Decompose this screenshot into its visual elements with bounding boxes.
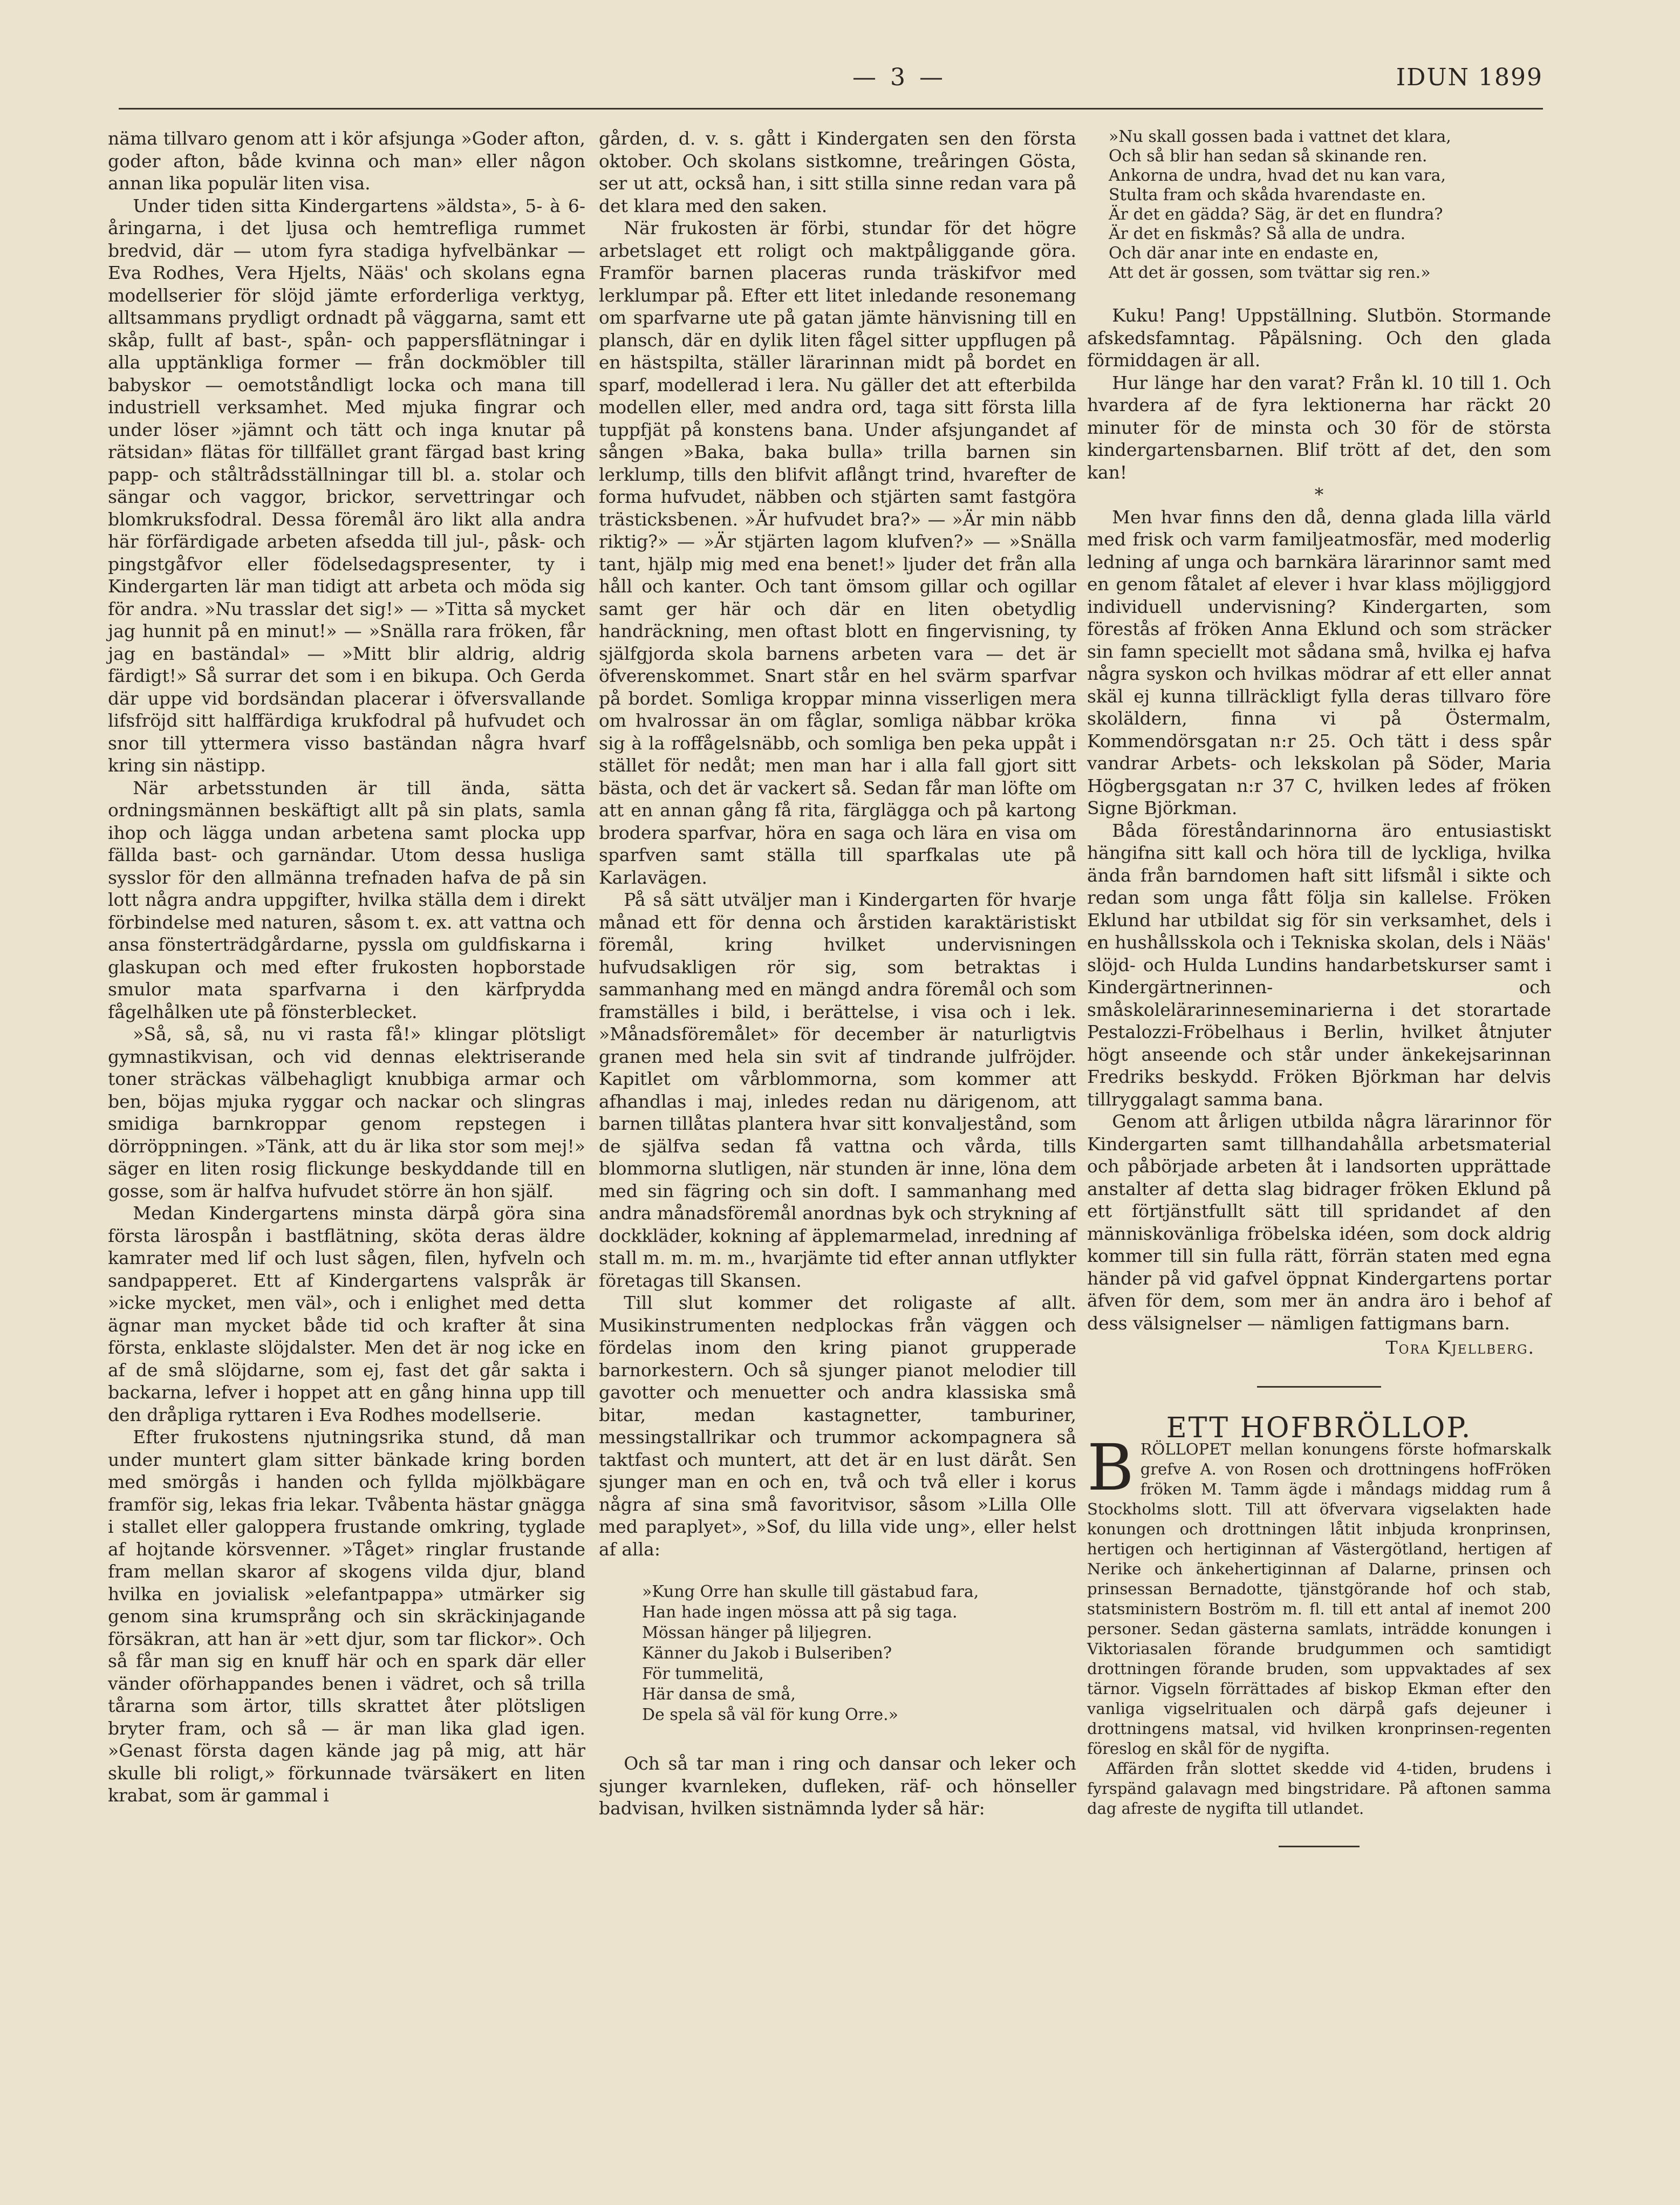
paragraph: Till slut kommer det roligaste af allt. Musikinstrumenten nedplockas från väggen och fördelas inom den kring pianot grupperade barnorkestern. Och så sjunger pianot melodier till gavotter och menuetter och andra klassiska små bitar, medan kastagnetter, tamburiner, messingstallrikar och trummor ackompagnera så taktfast och muntert, att det är en lust däråt. Sen sjunger man en och en, två och två eller i korus några af sina små favoritvisor, såsom »Lilla Olle med paraplyet», »Sof, du lilla vide ung», eller helst af alla: <box>599 1292 1076 1560</box>
masthead <box>119 64 1543 96</box>
section-divider <box>1257 1386 1381 1388</box>
journal-title: IDUN 1899 <box>1396 64 1543 91</box>
paragraph: På så sätt utväljer man i Kindergarten för hvarje månad ett för denna och årstiden karaktäristiskt föremål, kring hvilket undervisningen hufvudsakligen rör sig, som betraktas i sammanhang med en mängd andra föremål och som framställes i bild, i berättelse, i visa och i lek. »Månadsföremålet» för december är naturligtvis granen med hela sin svit af tindrande julfröjder. Kapitlet om vårblommorna, som kommer att afhandlas i maj, inledes redan nu därigenom, att barnen tillåtas plantera hvar sitt konvaljestånd, som de själfva sedan få vattna och vårda, tills blommorna slutligen, när stunden är inne, löna dem med sin fägring och sin doft. I sammanhang med andra månadsföremål anordnas byk och strykning af dockkläder, kokning af äpplemarmelad, inredning af stall m. m. m. m., hvarjämte tid efter annan utflykter företagas till Skansen. <box>599 889 1076 1291</box>
song-verse: »Kung Orre han skulle till gästabud fara, Han hade ingen mössa att på sig taga. Mössan hänger på liljegren. Känner du Jakob i Bulseriben? För tummelitä, Här dansa de små, De spela så väl för kung Orre.» <box>642 1582 979 1724</box>
paragraph: Efter frukostens njutningsrika stund, då man under muntert glam sitter bänkade kring borden med smörgås i handen och fyllda mjölkbägare framför sig, lekas fria lekar. Tvåbenta hästar gnägga i stallet eller galoppera frustande omkring, tyglade af hojtande körsvenner. »Tåget» ringlar frustande fram mellan skaror af skogens vilda djur, bland hvilka en jovialisk »elefantpappa» utmärker sig genom sina krumsprång och sin skräckinjagande försäkran, att han är »ett djur, som tar flickor». Och så får man sig en knuff här och en spark där eller vänder oförhappandes benen i vädret, och så trilla tårarna som ärtor, tills skrattet åter plötsligen bryter fram, och så — är man lika glad igen. »Genast första dagen kände jag på mig, att här skulle bli roligt,» förkunnade tvärsäkert en liten krabat, som är gammal i <box>108 1426 585 1806</box>
paragraph: gården, d. v. s. gått i Kindergaten sen den första oktober. Och skolans sistkomne, treåringen Gösta, ser ut att, också han, i sitt stilla sinne redan vara på det klara med den saken. <box>599 128 1076 216</box>
article-paragraph: Affärden från slottet skedde vid 4-tiden, brudens i fyrspänd galavagn med bingstridare. På aftonen samma dag afreste de nygifta till utlandet. <box>1087 1759 1551 1818</box>
paragraph: näma tillvaro genom att i kör afsjunga »Goder afton, goder afton, både kvinna och man» eller någon annan lika populär liten visa. <box>108 128 585 194</box>
paragraph: Hur länge har den varat? Från kl. 10 till 1. Och hvardera af de fyra lektionerna har räckt 20 minuter för de minsta och 30 för de största kindergartensbarnen. Blif trött af det, den som kan! <box>1087 372 1551 483</box>
drop-cap: B <box>1087 1430 1134 1505</box>
paragraph: Båda föreståndarinnorna äro entusiastiskt hängifna sitt kall och höra till de lyckliga, hvilka ända från barndomen haft sitt lifsmål i sikte och redan som unga fått följa sin kallelse. Fröken Eklund har utbildat sig för sin verksamhet, dels i en hushållsskola och i Tekniska skolan, dels i Nääs' slöjd- och Hulda Lundins handarbetskurser samt i Kindergärtnerinnen- och småskolelärarinneseminarierna i det storartade Pestalozzi-Fröbelhaus i Berlin, hvilket åtnjuter högt anseende och står under änkekejsarinnan Fredriks beskydd. Fröken Björkman har delvis tillryggalagt samma bana. <box>1087 820 1551 1110</box>
paragraph: Under tiden sitta Kindergartens »äldsta», 5- à 6-åringarna, i det ljusa och hemtrefliga rummet bredvid, där — utom fyra stadiga hyfvelbänkar — Eva Rodhes, Vera Hjelts, Nääs' och skolans egna modellserier för slöjd jämte erforderliga verktyg, alltsammans prydligt ordnadt på väggarna, samt ett skåp, fullt af bast-, spån- och pappersflätningar i alla upptänkliga former — från dockmöbler till babyskor — oemotståndligt locka och mana till industriell verksamhet. Med mjuka fingrar och under löser »jämnt och tätt och inga knutar på rätsidan» flätas för tillfället grant färgad bast kring papp- och ståltrådsställningar till bl. a. stolar och sängar och vaggor, brickor, servettringar och blomkruksfodral. Dessa föremål äro likt alla andra här förfärdigade arbeten afsedda till jul-, påsk- och pingstgåfvor eller födelsedagspresenter, ty i Kindergarten lär man tidigt att arbeta och möda sig för andra. »Nu trasslar det sig!» — »Titta så mycket jag hunnit på en minut!» — »Snälla rara fröken, får jag en baständal» — »Mitt blir aldrig, aldrig färdigt!» Så surrar det som i en bikupa. Och Gerda där uppe vid bordsändan placerar i öfversvallande lifsfröjd sitt halffärdiga krukfodral på hufvudet och snor till yttermera visso baständan några hvarf kring sin nästipp. <box>108 195 585 776</box>
column-middle <box>599 127 1076 1820</box>
paragraph: När frukosten är förbi, stundar för det högre arbetslaget ett roligt och maktpåliggande göra. Framför barnen placeras runda träskifvor med lerklumpar på. Efter ett litet inledande resonemang om sparfvarne ute på gatan jämte hänvisning till en plansch, där en dylik liten fågel sitter uppflugen på en hästspilta, ställer lärarinnan midt på bordet en sparf, modellerad i lera. Nu gäller det att efterbilda modellen eller, med andra ord, taga sitt första lilla tuppfjät på konstens bana. Under afsjungandet af sången »Baka, baka bulla» trilla barnen sin lerklump, tills den blifvit aflångt trind, hvarefter de forma hufvudet, näbben och stjärten samt fastgöra trästicksbenen. »Är hufvudet bra?» — »Är min näbb riktig?» — »Är stjärten lagom klufven?» — »Snälla tant, hjälp mig med ena benet!» ljuder det från alla håll och kanter. Och tant ömsom gillar och ogillar samt ger här och där en liten obetydlig handräckning, men oftast blott en fingervisning, ty själfgjorda skola barnens arbeten vara — det är öfverenskommet. Snart står en hel svärm sparfvar på bordet. Somliga kroppar minna visserligen mera om hvalrossar än om fåglar, somliga näbbar kröka sig à la roffågelsnäbb, och somliga ben peka uppåt i stället för nedåt; men man har i alla fall gjort sitt bästa, och det är vackert så. Sedan får man löfte om att en annan gång få rita, färglägga och på kartong brodera sparfvar, höra en saga och lära en visa om sparfven samt ställa till sparfkalas ute på Karlavägen. <box>599 217 1076 888</box>
end-rule <box>1279 1846 1360 1847</box>
page-number: — 3 — <box>852 64 946 91</box>
article-heading: ETT HOFBRÖLLOP. <box>1166 1411 1472 1444</box>
paragraph: Medan Kindergartens minsta därpå göra sina första lärospån i bastflätning, sköta deras äldre kamrater med lif och lust sågen, filen, hyfveln och sandpapperet. Ett af Kindergartens valspråk är »icke mycket, men väl», och i enlighet med detta ägnar man mycket både tid och krafter åt sina första, enklaste slöjdalster. Men det är nog icke en af de små slöjdarne, som ej, fast det går sakta i backarna, lefver i hoppet att en gång hinna upp till den dråpliga ryttaren i Eva Rodhes modellserie. <box>108 1203 585 1425</box>
column-right <box>1087 127 1551 1847</box>
article-paragraph <box>1087 1430 1551 1759</box>
paragraph: Genom att årligen utbilda några lärarinnor för Kindergarten samt tillhandahålla arbetsmaterial och påbörjade arbeten åt i landsorten upprättade anstalter af detta slag bidrager fröken Eklund på ett förtjänstfullt sätt till spridandet af den människovänliga fröbelska idéen, som dock aldrig kommer till sin fulla rätt, förrän staten med egna händer på vid gafvel öppnat Kindergartens portar äfven för dem, som mer än andra äro i behof af dess välsignelser — nämligen fattigmans barn. <box>1087 1111 1551 1334</box>
article-body <box>1087 1430 1551 1819</box>
paragraph: »Så, så, så, nu vi rasta få!» klingar plötsligt gymnastikvisan, och vid dennas elektriserande toner sträckas välbehagligt knubbiga armar och ben, böjas mjuka ryggar och nackar och slingras smidiga barnkroppar genom repstegen i dörröppningen. »Tänk, att du är lika stor som mej!» säger en liten rosig flickunge beskyddande till en gosse, som är halfva hufvudet större än hon själf. <box>108 1023 585 1202</box>
paragraph: Men hvar finns den då, denna glada lilla värld med frisk och varm familjeatmosfär, med moderlig ledning af unga och barnkära lärarinnor samt med en genom fåtalet af elever i hvar klass möjliggjord individuell undervisning? Kindergarten, som förestås af fröken Anna Eklund och som sträcker sin famn speciellt mot sådana små, hvilka ej hafva några syskon och hvilkas mödrar af ett eller annat skäl ej kunna tillräckligt fylla deras tillvaro före skoläldern, finna vi på Östermalm, Kommendörsgatan n:r 25. Och tätt i dess spår vandrar Arbets- och lekskolan på Söder, Maria Högbergsgatan n:r 37 C, hvilken ledes af fröken Signe Björkman. <box>1087 506 1551 818</box>
song-verse: »Nu skall gossen bada i vattnet det klara, Och så blir han sedan så skinande ren. Ankorna de undra, hvad det nu kan vara, Stulta fram och skåda hvarendaste en. Är det en gädda? Säg, är det en flundra? Är det en fiskmås? Så alla de undra. Och där anar inte en endaste en, Att det är gossen, som tvättar sig ren.» <box>1109 127 1451 282</box>
header-rule <box>119 108 1543 110</box>
article-text: RÖLLOPET mellan konungens förste hofmarskalk grefve A. von Rosen och drottningens hofFröken fröken M. Tamm ägde i måndags middag rum å Stockholms slott. Till att öfvervara vigselakten hade konungen och drottningen låtit inbjuda kronprinsen, hertigen och hertiginnan af Västergötland, hertigen af Nerike och änkehertiginnan af Dalarne, prinsen och prinsessan Bernadotte, tjänstgörande hof och stab, statsministern Boström m. fl. till ett antal af inemot 200 personer. Sedan gästerna samlats, inträdde konungen i Viktoriasalen förande brudgummen och samtidigt drottningen förande bruden, som uppvaktades af sex tärnor. Vigseln förrättades af biskop Ekman efter den vanliga vigselritualen och därpå gafs dejeuner i drottningens matsal, vid hvilken kronprinsen-regenten föreslog en skål för de nygifta. <box>1087 1440 1551 1758</box>
paragraph: Kuku! Pang! Uppställning. Slutbön. Stormande afskedsfamntag. Påpälsning. Och den glada förmiddagen är all. <box>1087 305 1551 371</box>
author-signature: Tora Kjellberg. <box>1385 1337 1535 1358</box>
paragraph: När arbetsstunden är till ända, sätta ordningsmännen beskäftigt allt på sin plats, samla ihop och lägga undan arbetena samt plocka upp fällda bast- och garnändar. Utom dessa husliga sysslor för den allmänna trefnaden hafva de på sin lott några andra uppgifter, hvilka ställa dem i direkt förbindelse med naturen, såsom t. ex. att vattna och ansa fönsterträdgårdarne, pyssla om guldfiskarna i glaskupan och med efter frukosten hopborstade smulor mata sparfvarna i den kärfprydda fågelhålken ute på fönsterblecket. <box>108 777 585 1022</box>
column-left <box>108 127 585 1807</box>
section-star: * <box>1314 484 1324 505</box>
paragraph: Och så tar man i ring och dansar och leker och sjunger kvarnleken, dufleken, räf- och hönseller badvisan, hvilken sistnämnda lyder så här: <box>599 1753 1076 1819</box>
